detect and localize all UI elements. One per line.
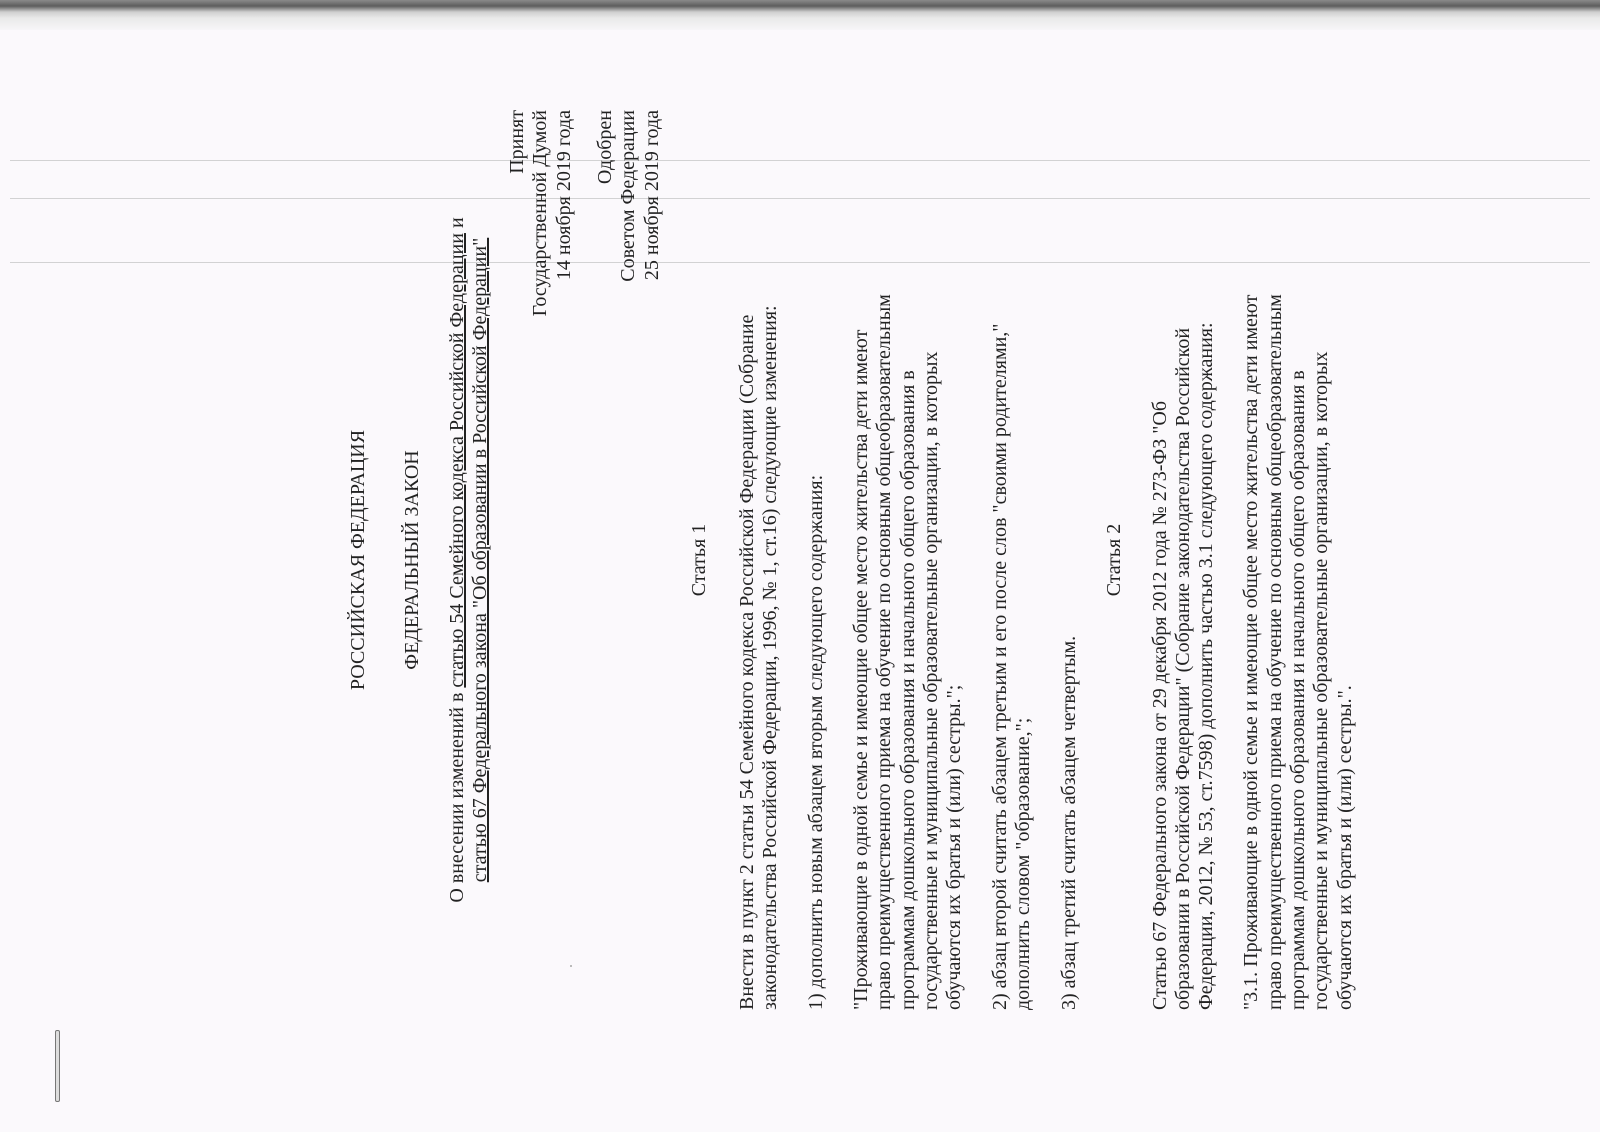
scan-staple-mark bbox=[55, 1030, 60, 1102]
law-type-header: ФЕДЕРАЛЬНЫЙ ЗАКОН bbox=[401, 450, 424, 670]
document-sheet bbox=[260, 110, 1410, 1010]
title-link-family-code: статью 54 Семейного кодекса Российской Федерации bbox=[445, 233, 468, 688]
article-1-quote: "Проживающие в одной семье и имеющие общее место жительства дети имеют bbox=[849, 329, 872, 1010]
accepted-by: Государственной Думой bbox=[529, 110, 552, 317]
article-1-item-2: 2) абзац второй считать абзацем третьим и его после слов "своими родителями," bbox=[989, 323, 1011, 1010]
article-1-item-2: дополнить словом "образование,"; bbox=[1012, 717, 1035, 1010]
article-2-intro: образовании в Российской Федерации" (Собрание законодательства Российской bbox=[1172, 327, 1195, 1010]
article-1-quote: государственные и муниципальные образовательные организации, в которых bbox=[919, 351, 942, 1010]
article-2-quote: право преимущественного приема на обучение по основным общеобразовательным bbox=[1263, 294, 1286, 1010]
article-1-item-3: 3) абзац третий считать абзацем четвертым. bbox=[1058, 635, 1081, 1010]
article-1-quote: право преимущественного приема на обучение по основным общеобразовательным bbox=[873, 294, 896, 1010]
article-1-quote: программам дошкольного образования и начального общего образования в bbox=[896, 370, 919, 1010]
approved-by: Советом Федерации bbox=[617, 110, 640, 282]
article-1-quote: обучаются их братья и (или) сестры."; bbox=[943, 684, 966, 1010]
approved-label: Одобрен bbox=[594, 110, 617, 185]
law-title-line-1 bbox=[444, 110, 470, 1010]
scan-top-border bbox=[0, 0, 1600, 30]
title-text: О внесении изменений в bbox=[445, 687, 468, 903]
article-1-item-1: 1) дополнить новым абзацем вторым следующего содержания: bbox=[805, 474, 827, 1010]
approved-date: 25 ноября 2019 года bbox=[640, 110, 663, 281]
article-2-quote: государственные и муниципальные образовательные организации, в которых bbox=[1310, 351, 1333, 1010]
country-header: РОССИЙСКАЯ ФЕДЕРАЦИЯ bbox=[347, 429, 370, 691]
title-link-education-law: статью 67 Федерального закона "Об образовании в Российской Федерации" bbox=[469, 237, 492, 883]
article-2-intro: Федерации, 2012, № 53, ст.7598) дополнить частью 3.1 следующего содержания: bbox=[1195, 322, 1218, 1010]
article-2-heading: Статья 2 bbox=[1102, 523, 1125, 597]
article-1-intro: законодательства Российской Федерации, 1996, № 1, ст.16) следующие изменения: bbox=[759, 305, 782, 1010]
article-1-intro: Внести в пункт 2 статьи 54 Семейного кодекса Российской Федерации (Собрание bbox=[735, 314, 758, 1010]
article-2-quote: "3.1. Проживающие в одной семье и имеющие общее место жительства дети имеют bbox=[1240, 294, 1263, 1010]
article-1-heading: Статья 1 bbox=[688, 523, 711, 597]
article-2-quote: обучаются их братья и (или) сестры.". bbox=[1333, 685, 1356, 1010]
accepted-label: Принят bbox=[506, 110, 529, 174]
article-2-intro: Статью 67 Федерального закона от 29 декабря 2012 года № 273-ФЗ "Об bbox=[1148, 400, 1171, 1010]
accepted-date: 14 ноября 2019 года bbox=[552, 110, 575, 281]
title-text: и bbox=[445, 217, 468, 234]
law-title-line-2 bbox=[467, 110, 493, 1010]
article-2-quote: программам дошкольного образования и начального общего образования в bbox=[1286, 370, 1309, 1010]
